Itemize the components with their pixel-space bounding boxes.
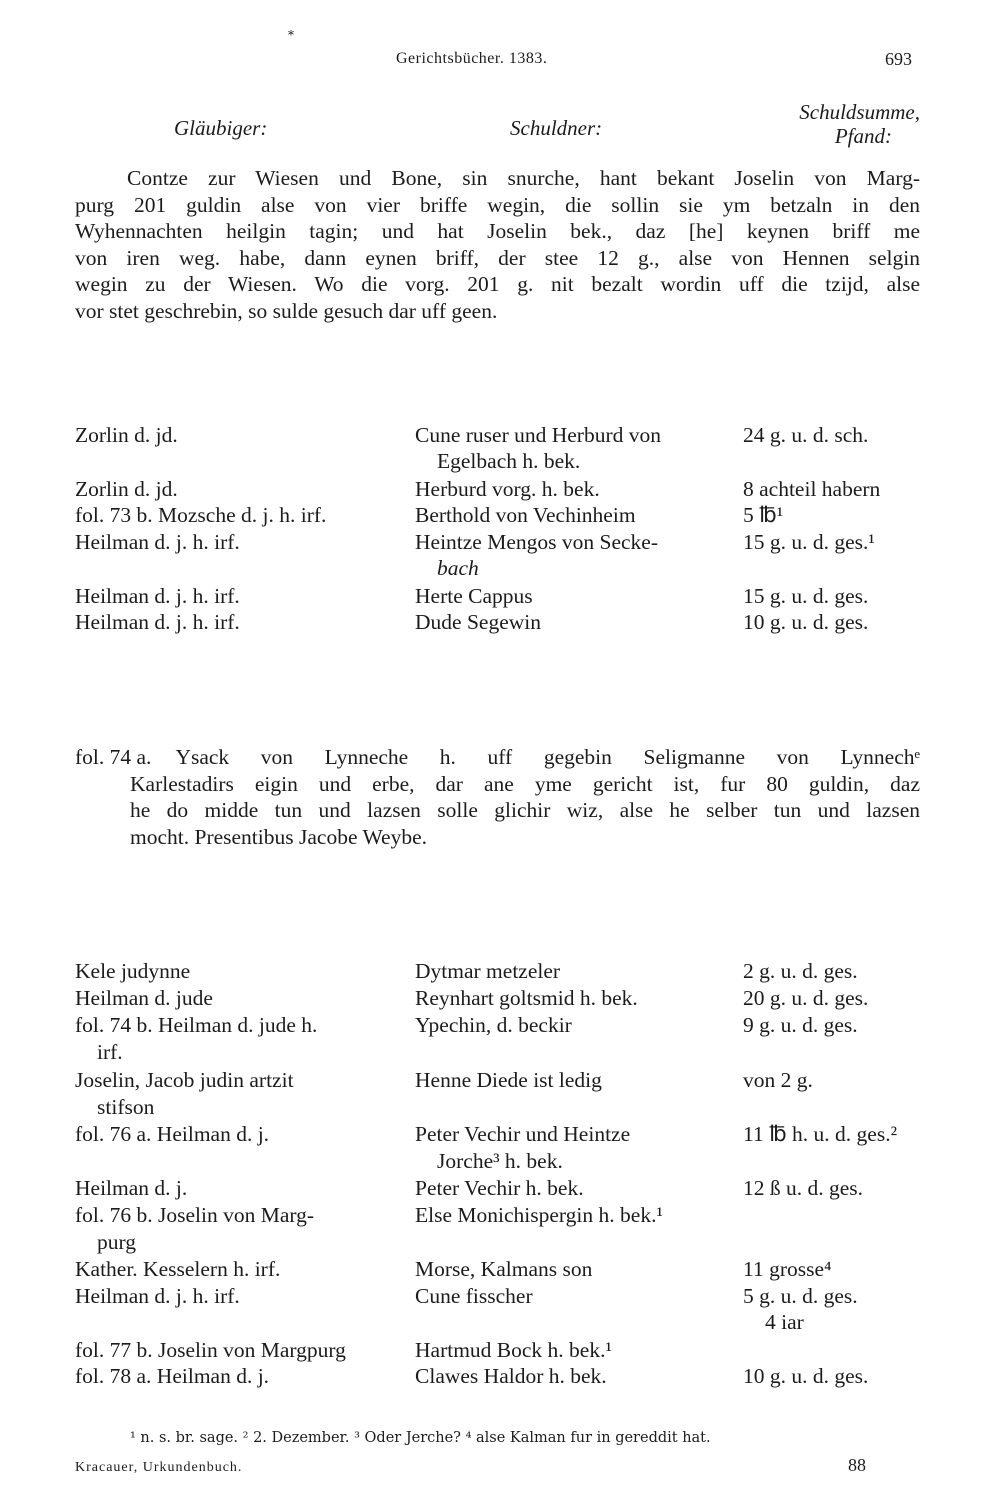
table2-row11-sum: 10 g. u. d. ges.: [743, 1364, 869, 1388]
table2-row8-creditor: Kather. Kesselern h. irf.: [75, 1257, 281, 1281]
table2-row4-creditor-cont: stifson: [97, 1095, 155, 1119]
table1-row2-debtor: Herburd vorg. h. bek.: [415, 477, 600, 501]
table2-row11-creditor: fol. 78 a. Heilman d. j.: [75, 1364, 270, 1388]
table1-row5-sum: 15 g. u. d. ges.: [743, 584, 869, 608]
table2-row4-sum: von 2 g.: [743, 1068, 813, 1092]
table2-row5-sum: 11 ℔ h. u. d. ges.²: [743, 1122, 898, 1146]
table1-row4-sum: 15 g. u. d. ges.¹: [743, 530, 875, 554]
table2-row5-debtor-cont: Jorche³ h. bek.: [437, 1149, 563, 1173]
table1-row3-debtor: Berthold von Vechinheim: [415, 503, 636, 527]
signature-line: Kracauer, Urkundenbuch.: [75, 1460, 243, 1475]
page-number: 693: [885, 49, 912, 69]
paragraph-line: vor stet geschrebin, so sulde gesuch dar uff geen.: [75, 298, 498, 323]
footnotes: ¹ n. s. br. sage. ² 2. Dezember. ³ Oder Jerche? ⁴ alse Kalman fur in gereddit hat.: [130, 1430, 711, 1446]
table1-row1-creditor: Zorlin d. jd.: [75, 423, 178, 447]
folio-reference: fol. 74 a.: [75, 745, 152, 769]
table1-row2-creditor: Zorlin d. jd.: [75, 477, 178, 501]
paragraph-line: mocht. Presentibus Jacobe Weybe.: [130, 824, 428, 849]
table2-row5-creditor: fol. 76 a. Heilman d. j.: [75, 1122, 270, 1146]
table1-row1-debtor-cont: Egelbach h. bek.: [437, 449, 581, 473]
table2-row8-debtor: Morse, Kalmans son: [415, 1257, 593, 1281]
table2-row10-creditor: fol. 77 b. Joselin von Margpurg: [75, 1338, 346, 1362]
table2-row1-debtor: Dytmar metzeler: [415, 959, 561, 983]
entry-paragraph-contze: [75, 165, 920, 324]
table2-row4-creditor: Joselin, Jacob judin artzit: [75, 1068, 294, 1092]
table2-row7-debtor: Else Monichispergin h. bek.¹: [415, 1203, 663, 1227]
table1-row3-creditor: fol. 73 b. Mozsche d. j. h. irf.: [75, 503, 327, 527]
table2-row9-creditor: Heilman d. j. h. irf.: [75, 1284, 240, 1308]
running-title: Gerichtsbücher. 1383.: [396, 50, 548, 67]
table1-row5-debtor: Herte Cappus: [415, 584, 533, 608]
table2-row6-creditor: Heilman d. j.: [75, 1176, 188, 1200]
table2-row3-sum: 9 g. u. d. ges.: [743, 1013, 858, 1037]
table2-row7-creditor: fol. 76 b. Joselin von Marg-: [75, 1203, 315, 1227]
table2-row11-debtor: Clawes Haldor h. bek.: [415, 1364, 607, 1388]
table1-row4-creditor: Heilman d. j. h. irf.: [75, 530, 240, 554]
table2-row2-debtor: Reynhart goltsmid h. bek.: [415, 986, 638, 1010]
table1-row3-sum: 5 ℔¹: [743, 503, 784, 527]
paragraph-line: von iren weg. habe, dann eynen briff, der stee 12 g., alse von Hennen selgin: [75, 245, 920, 270]
column-heading-creditor: Gläubiger:: [174, 116, 268, 140]
table2-row2-creditor: Heilman d. jude: [75, 986, 213, 1010]
table2-row7-creditor-cont: purg: [97, 1230, 137, 1254]
column-heading-sum: [745, 100, 920, 148]
paragraph-line: Wyhennachten heilgin tagin; und hat Joselin bek., daz [he] keynen briff me: [75, 219, 920, 243]
table2-row6-debtor: Peter Vechir h. bek.: [415, 1176, 584, 1200]
table1-row2-sum: 8 achteil habern: [743, 477, 881, 501]
table2-row9-debtor: Cune fisscher: [415, 1284, 533, 1308]
table2-row5-debtor: Peter Vechir und Heintze: [415, 1122, 631, 1146]
column-heading-sum-line2: Pfand:: [834, 124, 892, 148]
table2-row9-sum-cont: 4 iar: [765, 1310, 804, 1334]
table2-row1-creditor: Kele judynne: [75, 959, 191, 983]
table1-row4-debtor: Heintze Mengos von Secke-: [415, 530, 658, 554]
table2-row10-debtor: Hartmud Bock h. bek.¹: [415, 1338, 612, 1362]
table1-row5-creditor: Heilman d. j. h. irf.: [75, 584, 240, 608]
paragraph-first-line: [75, 744, 920, 771]
table2-row8-sum: 11 grosse⁴: [743, 1257, 832, 1281]
sheet-number: 88: [848, 1455, 866, 1475]
table2-row3-creditor-cont: irf.: [97, 1040, 123, 1064]
table2-row1-sum: 2 g. u. d. ges.: [743, 959, 858, 983]
paragraph-line: purg 201 guldin alse von vier briffe wegin, die sollin sie ym betzaln in den: [75, 192, 920, 217]
paragraph-line: Contze zur Wiesen und Bone, sin snurche, hant bekant Joselin von Marg-: [127, 166, 920, 190]
column-heading-sum-line1: Schuldsumme,: [799, 100, 920, 124]
table1-row6-sum: 10 g. u. d. ges.: [743, 610, 869, 634]
table2-row3-creditor: fol. 74 b. Heilman d. jude h.: [75, 1013, 318, 1037]
entry-paragraph-ysack: [75, 744, 920, 850]
table1-row6-creditor: Heilman d. j. h. irf.: [75, 610, 240, 634]
paragraph-line: wegin zu der Wiesen. Wo die vorg. 201 g. nit bezalt wordin uff die tzijd, alse: [75, 272, 920, 296]
table1-row1-sum: 24 g. u. d. sch.: [743, 423, 869, 447]
paragraph-line: Karlestadirs eigin und erbe, dar ane yme gericht ist, fur 80 guldin, daz: [130, 771, 920, 796]
table2-row2-sum: 20 g. u. d. ges.: [743, 986, 869, 1010]
table1-row1-debtor: Cune ruser und Herburd von: [415, 423, 662, 447]
column-heading-debtor: Schuldner:: [510, 116, 603, 140]
table2-row4-debtor: Henne Diede ist ledig: [415, 1068, 602, 1092]
table2-row9-sum: 5 g. u. d. ges.: [743, 1284, 858, 1308]
table2-row6-sum: 12 ß u. d. ges.: [743, 1176, 864, 1200]
table1-row6-debtor: Dude Segewin: [415, 610, 541, 634]
printer-mark: *: [288, 28, 294, 42]
table1-row4-debtor-cont: bach: [437, 556, 479, 580]
paragraph-line: Ysack von Lynneche h. uff gegebin Seligmanne von Lynnechᵉ: [175, 745, 920, 769]
paragraph-line: he do midde tun und lazsen solle glichir wiz, alse he selber tun und lazsen: [130, 798, 920, 822]
table2-row3-debtor: Ypechin, d. beckir: [415, 1013, 572, 1037]
